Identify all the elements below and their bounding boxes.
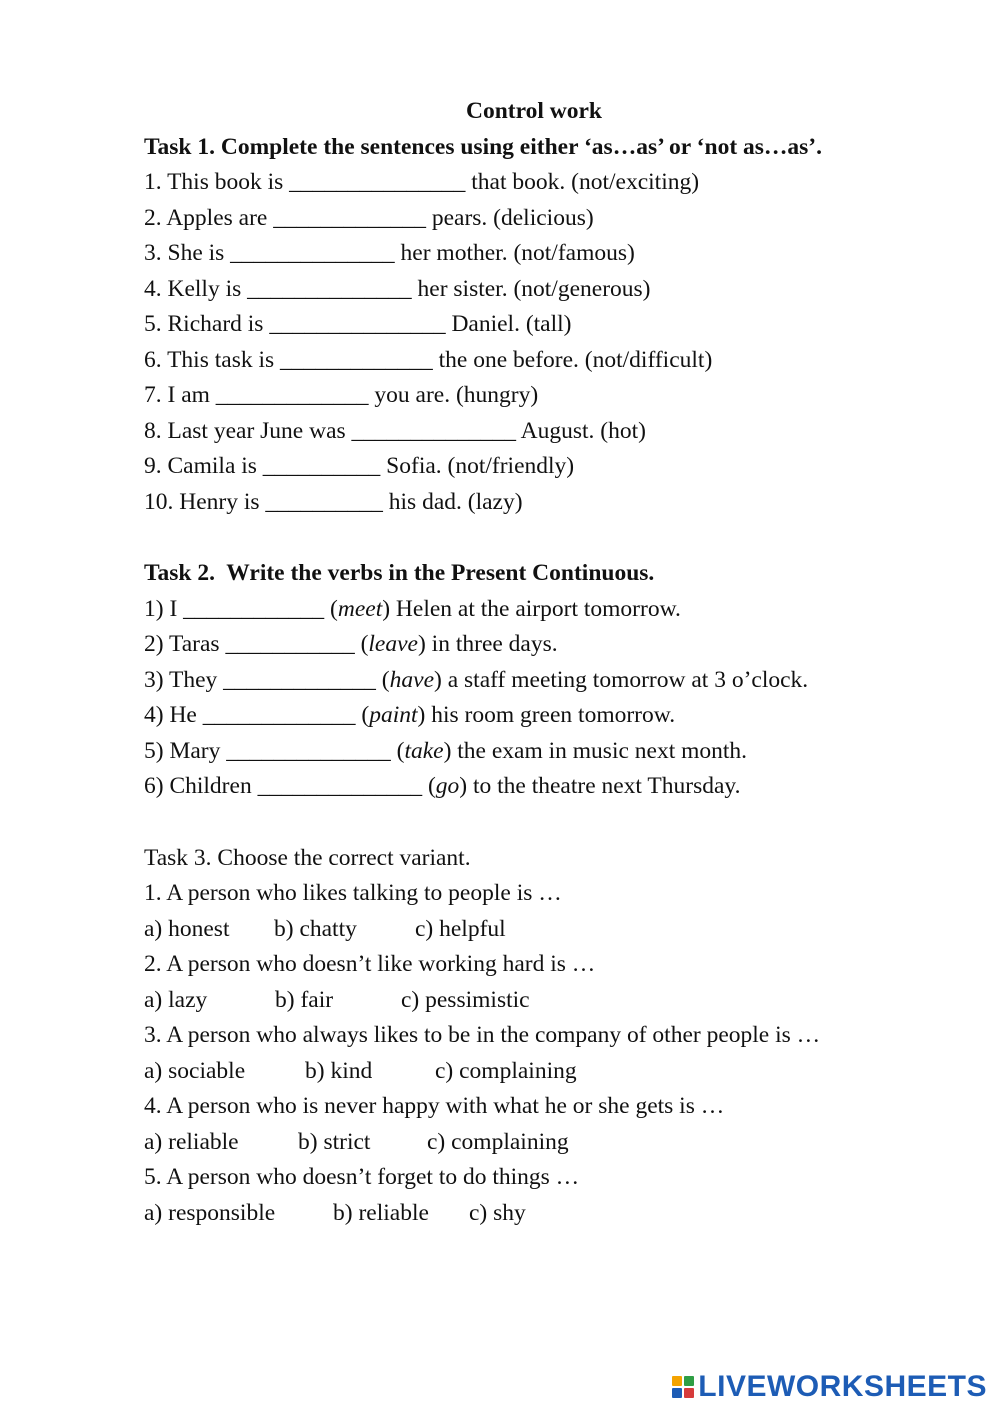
task1-items [144, 165, 944, 520]
liveworksheets-logo-icon [672, 1376, 694, 1398]
task2-verb: paint [369, 702, 418, 728]
task3-options [144, 1125, 944, 1161]
task1-item: 4. Kelly is ______________ her sister. (not/generous) [144, 275, 651, 302]
task2-item-text: 4) He _____________ ( [144, 702, 370, 728]
task3-options [144, 1054, 944, 1090]
spacer [144, 805, 944, 841]
task2-item [144, 663, 944, 699]
task1-item: 9. Camila is __________ Sofia. (not/friendly) [144, 453, 575, 479]
brand-name: LIVEWORKSHEETS [698, 1370, 987, 1403]
task3-question: 1. A person who likes talking to people is … [144, 880, 562, 906]
task3-options [144, 1196, 944, 1232]
task2-item-text: ) a staff meeting tomorrow at 3 o’clock. [434, 666, 809, 693]
task2-verb: leave [368, 631, 418, 657]
task1-item: 6. This task is _____________ the one before. (not/difficult) [144, 346, 713, 373]
option-c: c) shy [469, 1199, 526, 1226]
task2-item-text: ) Helen at the airport tomorrow. [382, 595, 681, 622]
task2-item [144, 734, 944, 770]
option-b: b) strict [298, 1128, 371, 1155]
logo-tile [684, 1376, 694, 1386]
task1-item: 3. She is ______________ her mother. (not/famous) [144, 240, 635, 266]
option-b: b) chatty [274, 915, 357, 942]
spacer [144, 520, 944, 556]
logo-tile [672, 1376, 682, 1386]
task3-questions [144, 876, 944, 1231]
task2-verb: have [389, 666, 435, 693]
task1-item: 2. Apples are _____________ pears. (delicious) [144, 204, 594, 231]
option-b: b) kind [305, 1057, 373, 1084]
option-a: a) lazy [144, 986, 208, 1013]
option-c: c) complaining [435, 1057, 577, 1084]
task3-question: 5. A person who doesn’t forget to do things … [144, 1164, 580, 1190]
task2-item-text: 6) Children ______________ ( [144, 773, 436, 799]
task3-question: 2. A person who doesn’t like working hard is … [144, 951, 596, 977]
option-b: b) fair [275, 986, 334, 1013]
task3-question: 3. A person who always likes to be in the company of other people is … [144, 1022, 821, 1048]
liveworksheets-footer[interactable] [672, 1367, 987, 1407]
task2-item [144, 698, 944, 734]
task1-item: 10. Henry is __________ his dad. (lazy) [144, 488, 523, 515]
task2-item-text: ) to the theatre next Thursday. [459, 773, 741, 799]
task2-verb: go [435, 773, 460, 799]
option-c: c) pessimistic [401, 986, 530, 1013]
task2-item [144, 769, 944, 805]
task1-item: 5. Richard is _______________ Daniel. (tall) [144, 311, 572, 337]
task1-heading: Task 1. Complete the sentences using either ‘as…as’ or ‘not as…as’. [144, 133, 823, 160]
worksheet [144, 94, 944, 1231]
task2-heading: Task 2. Write the verbs in the Present Continuous. [144, 560, 655, 586]
task3-question: 4. A person who is never happy with what he or she gets is … [144, 1093, 725, 1119]
option-c: c) complaining [427, 1128, 569, 1155]
option-a: a) reliable [144, 1128, 239, 1155]
task2-item-text: ) in three days. [417, 631, 558, 657]
task2-items [144, 592, 944, 805]
logo-tile [684, 1388, 694, 1398]
task2-item-text: ) his room green tomorrow. [417, 702, 676, 728]
task2-item-text: 3) They _____________ ( [144, 666, 390, 693]
option-a: a) sociable [144, 1057, 246, 1084]
logo-tile [672, 1388, 682, 1398]
page-title: Control work [466, 98, 602, 124]
task3-options [144, 912, 944, 948]
option-a: a) responsible [144, 1199, 276, 1226]
task2-item [144, 592, 944, 628]
task1-item: 1. This book is _______________ that book. (not/exciting) [144, 169, 700, 195]
option-c: c) helpful [415, 915, 506, 942]
task2-item-text: 1) I ____________ ( [144, 595, 338, 622]
task1-item: 7. I am _____________ you are. (hungry) [144, 382, 539, 408]
task2-item [144, 627, 944, 663]
option-b: b) reliable [333, 1199, 429, 1226]
task2-item-text: ) the exam in music next month. [443, 737, 748, 764]
task2-item-text: 2) Taras ___________ ( [144, 631, 369, 657]
option-a: a) honest [144, 915, 230, 942]
task3-options [144, 983, 944, 1019]
task2-verb: meet [337, 595, 383, 622]
task3-heading: Task 3. Choose the correct variant. [144, 844, 471, 871]
task2-item-text: 5) Mary ______________ ( [144, 737, 405, 764]
task1-item: 8. Last year June was ______________ August. (hot) [144, 417, 646, 444]
task2-verb: take [404, 737, 444, 764]
